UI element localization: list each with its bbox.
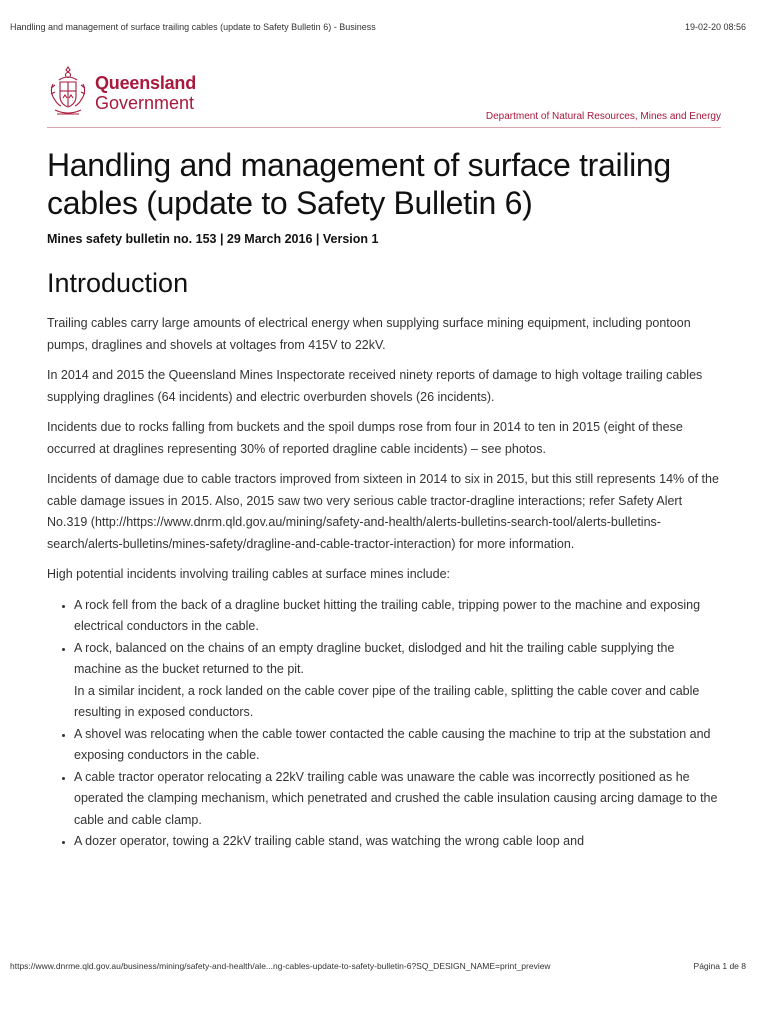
list-item-text: A shovel was relocating when the cable tower contacted the cable causing the machine to trip at the substation and exposing conductors in the cable.: [74, 726, 711, 762]
list-item: [74, 724, 723, 767]
incident-list: [47, 595, 723, 853]
paragraph: In 2014 and 2015 the Queensland Mines Inspectorate received ninety reports of damage to high voltage trailing cables supplying draglines (64 incidents) and electric overburden shovels (26 incidents).: [47, 368, 703, 404]
print-header-datetime: 19-02-20 08:56: [684, 22, 746, 32]
queensland-crest-icon: [47, 64, 89, 122]
section-heading-introduction: Introduction: [47, 268, 189, 298]
list-item: [74, 767, 723, 832]
list-item: [74, 831, 723, 853]
print-header-title: Handling and management of surface trailing cables (update to Safety Bulletin 6) - Business: [10, 22, 376, 32]
queensland-government-logo[interactable]: [47, 64, 196, 122]
print-footer: [10, 961, 746, 971]
brand-name-line2: Government: [95, 93, 195, 113]
paragraph: Incidents due to rocks falling from buckets and the spoil dumps rose from four in 2014 to ten in 2015 (eight of these occurred at draglines representing 30% of reported dragline cable incidents) – see photos.: [47, 420, 683, 456]
page-number: Página 1 de 8: [693, 961, 746, 971]
list-item-extra-text: In a similar incident, a rock landed on the cable cover pipe of the trailing cable, splitting the cable cover and cable resulting in exposed conductors.: [74, 683, 700, 719]
header-divider: [47, 127, 721, 128]
list-item: [74, 638, 723, 724]
bulletin-meta: Mines safety bulletin no. 153 | 29 March 2016 | Version 1: [47, 232, 379, 246]
paragraph: High potential incidents involving trailing cables at surface mines include:: [47, 567, 450, 581]
print-header: [10, 22, 746, 32]
paragraph: Trailing cables carry large amounts of electrical energy when supplying surface mining equipment, including pontoon pumps, draglines and shovels at voltages from 415V to 22kV.: [47, 316, 691, 352]
list-item-text: A rock, balanced on the chains of an empty dragline bucket, dislodged and hit the trailing cable supplying the machine as the bucket returned to the pit.: [74, 640, 675, 676]
list-item-text: A rock fell from the back of a dragline bucket hitting the trailing cable, tripping power to the machine and exposing electrical conductors in the cable.: [74, 597, 701, 633]
paragraph: Incidents of damage due to cable tractors improved from sixteen in 2014 to six in 2015, but this still represents 14% of the cable damage issues in 2015. Also, 2015 saw two very serious cable tractor-dragline interactions; refer Safety Alert No.319 (http://https://www.dnrm.qld.gov.au/mining/safety-and-health/alerts-bulletins-search-tool/alerts-bulletins-search/alerts-bulletins/mines-safety/dragline-and-cable-tractor-interaction) for more information.: [47, 472, 719, 551]
print-footer-url: https://www.dnrme.qld.gov.au/business/mining/safety-and-health/ale...ng-cables-update-to-safety-bulletin-6?SQ_DESIGN_NAME=print_preview: [10, 961, 551, 971]
list-item-text: A cable tractor operator relocating a 22kV trailing cable was unaware the cable was incorrectly positioned as he operated the clamping mechanism, which penetrated and crushed the cable insulation causing arcing damage to the cable and cable clamp.: [74, 769, 718, 827]
list-item: [74, 595, 723, 638]
department-name: Department of Natural Resources, Mines and Energy: [485, 111, 721, 122]
page-title: Handling and management of surface trailing cables (update to Safety Bulletin 6): [47, 147, 671, 221]
brand-name-line1: Queensland: [95, 73, 197, 93]
article-content: [47, 146, 723, 853]
list-item-text: A dozer operator, towing a 22kV trailing cable stand, was watching the wrong cable loop and: [74, 834, 585, 848]
